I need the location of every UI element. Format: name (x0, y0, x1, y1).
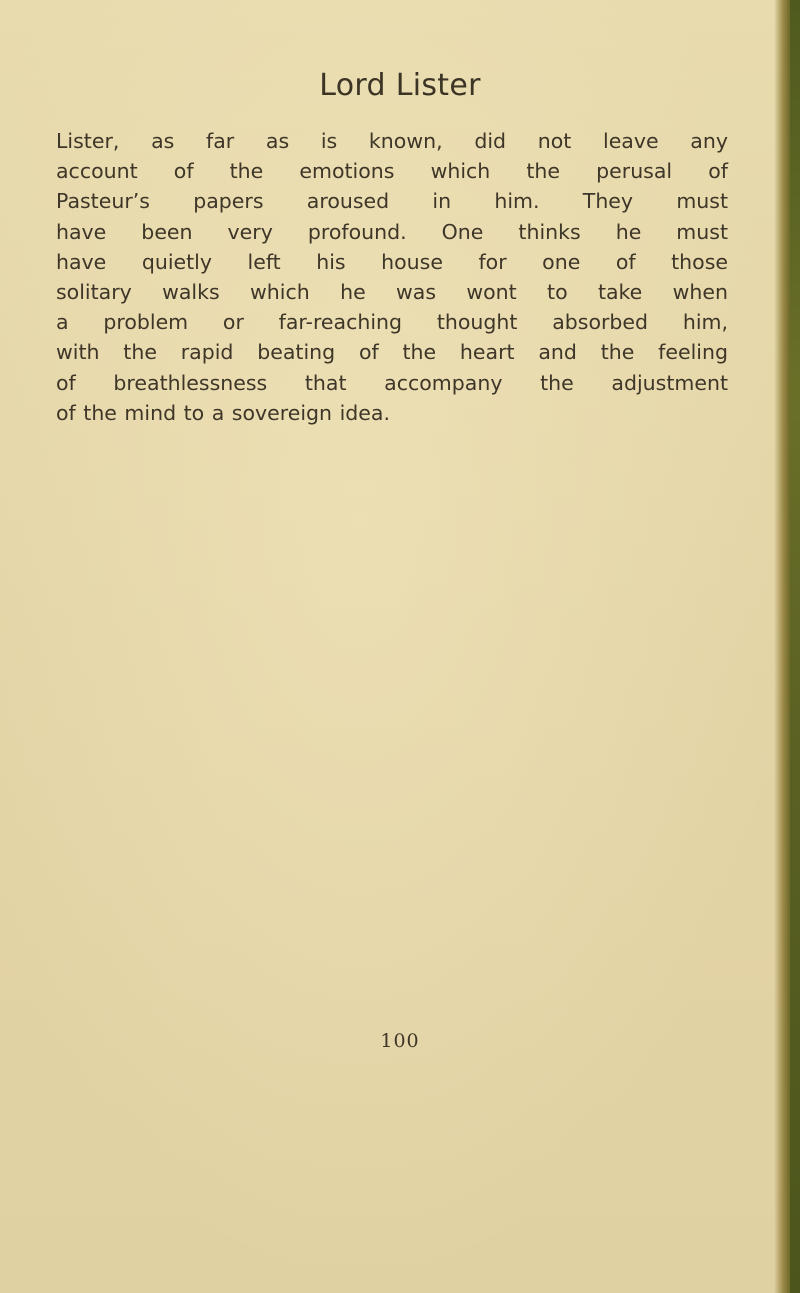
paragraph-line: solitary walks which he was wont to take when (56, 280, 728, 305)
paragraph-line: have quietly left his house for one of those (56, 249, 728, 274)
paragraph-line: of breathlessness that accompany the adjustment (56, 370, 728, 395)
paragraph-line: have been very profound. One thinks he must (56, 219, 728, 244)
paragraph-line: of the mind to a sovereign idea. (56, 400, 390, 425)
paragraph-line: Lister, as far as is known, did not leave any (56, 129, 728, 153)
paragraph-line: account of the emotions which the perusal of (56, 159, 728, 184)
paragraph-line: with the rapid beating of the heart and the feeling (56, 340, 728, 365)
body-paragraph (56, 126, 728, 428)
running-head: Lord Lister (319, 68, 481, 103)
paragraph-line: Pasteur’s papers aroused in him. They must (56, 189, 728, 214)
book-cover-edge (790, 0, 800, 1293)
page-number: 100 (380, 1030, 420, 1052)
paragraph-line: a problem or far-reaching thought absorbed him, (56, 310, 728, 335)
